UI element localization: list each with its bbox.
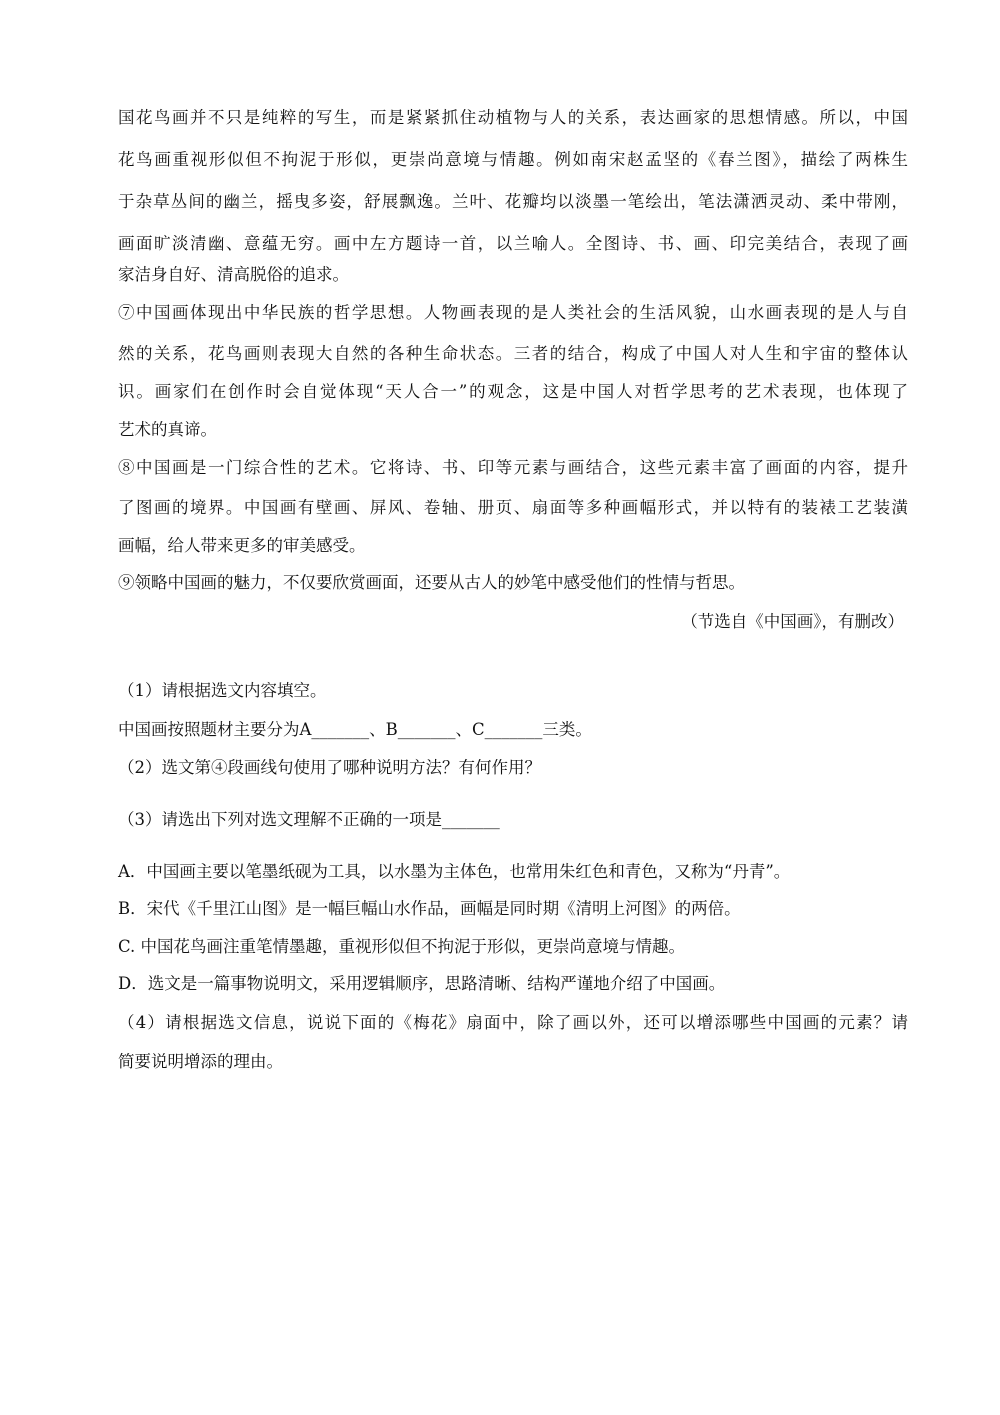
question-4: （4）请根据选文信息，说说下面的《梅花》扇面中，除了画以外，还可以增添哪些中国画的元素？请 (118, 1013, 908, 1032)
option-c: C. 中国花鸟画注重笔情墨趣，重视形似但不拘泥于形似，更崇尚意境与情趣。 (118, 937, 686, 956)
question-1: （1）请根据选文内容填空。 (118, 681, 327, 700)
option-b: B．宋代《千里江山图》是一幅巨幅山水作品，画幅是同时期《清明上河图》的两倍。 (118, 899, 741, 918)
paragraph-7-line: 然的关系，花鸟画则表现大自然的各种生命状态。三者的结合，构成了中国人对人生和宇宙的整体认 (118, 344, 908, 363)
passage-line: 花鸟画重视形似但不拘泥于形似，更崇尚意境与情趣。例如南宋赵孟坚的《春兰图》，描绘了两株生 (118, 150, 908, 169)
option-a: A．中国画主要以笔墨纸砚为工具，以水墨为主体色，也常用朱红色和青色，又称为“丹青”。 (118, 862, 791, 881)
paragraph-8-line: 了图画的境界。中国画有壁画、屏风、卷轴、册页、扇面等多种画幅形式，并以特有的装裱工艺装潢 (118, 498, 908, 517)
paragraph-8-line: 画幅，给人带来更多的审美感受。 (118, 536, 366, 555)
question-2: （2）选文第④段画线句使用了哪种说明方法？有何作用？ (118, 758, 541, 777)
question-1-blanks: 中国画按照题材主要分为A_______、B_______、C_______三类。 (118, 720, 592, 739)
passage-line: 画面旷淡清幽、意蕴无穷。画中左方题诗一首，以兰喻人。全图诗、书、画、印完美结合，表现了画 (118, 234, 908, 253)
paragraph-8-line: ⑧中国画是一门综合性的艺术。它将诗、书、印等元素与画结合，这些元素丰富了画面的内容，提升 (118, 458, 908, 477)
option-d: D．选文是一篇事物说明文，采用逻辑顺序，思路清晰、结构严谨地介绍了中国画。 (118, 974, 726, 993)
passage-line: 国花鸟画并不只是纯粹的写生，而是紧紧抓住动植物与人的关系，表达画家的思想情感。所以，中国 (118, 108, 908, 127)
question-4: 简要说明增添的理由。 (118, 1052, 283, 1071)
paragraph-7-line: ⑦中国画体现出中华民族的哲学思想。人物画表现的是人类社会的生活风貌，山水画表现的是人与自 (118, 303, 908, 322)
question-3: （3）请选出下列对选文理解不正确的一项是_______ (118, 810, 500, 829)
paragraph-7-line: 识。画家们在创作时会自觉体现“天人合一”的观念，这是中国人对哲学思考的艺术表现，也体现了 (118, 382, 908, 401)
source-note: （节选自《中国画》，有删改） (681, 612, 904, 631)
paragraph-9-line: ⑨领略中国画的魅力，不仅要欣赏画面，还要从古人的妙笔中感受他们的性情与哲思。 (118, 573, 745, 592)
passage-line: 于杂草丛间的幽兰，摇曳多姿，舒展飘逸。兰叶、花瓣均以淡墨一笔绘出，笔法潇洒灵动、柔中带刚， (118, 192, 908, 211)
paragraph-7-line: 艺术的真谛。 (118, 420, 217, 439)
passage-line: 家洁身自好、清高脱俗的追求。 (118, 265, 349, 284)
